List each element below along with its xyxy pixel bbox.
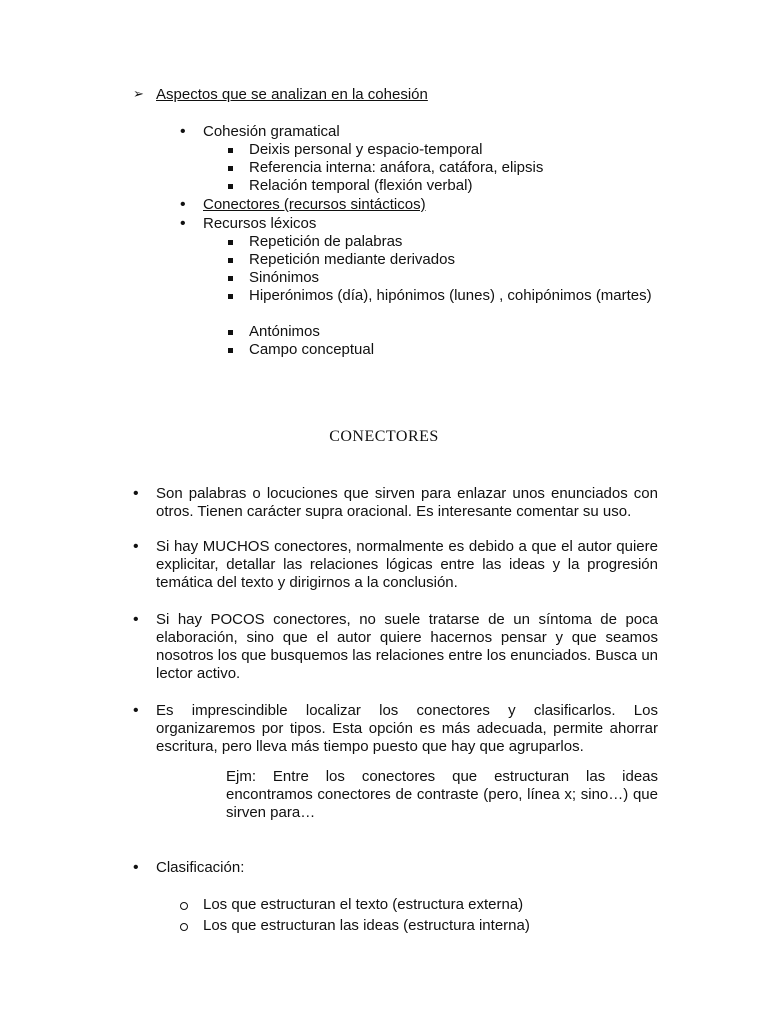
sublist-item: Deixis personal y espacio-temporal (249, 141, 483, 158)
clasificacion-label: Clasificación: (156, 859, 245, 876)
square-bullet-icon (228, 330, 233, 335)
bullet-icon: • (133, 702, 139, 719)
sublist-item: Campo conceptual (249, 341, 375, 358)
list-item-gramatical: Cohesión gramatical (203, 123, 340, 140)
paragraph: Si hay MUCHOS conectores, normalmente es debido a que el autor quiere explicitar, detallar las relaciones lógicas entre las ideas y la progresión temática del texto y dirigirnos a la conclusión. (156, 538, 658, 591)
bullet-icon: • (133, 859, 139, 876)
square-bullet-icon (228, 184, 233, 189)
section-heading: Aspectos que se analizan en la cohesión (156, 86, 428, 103)
square-bullet-icon (228, 166, 233, 171)
square-bullet-icon (228, 258, 233, 263)
clasificacion-item: Los que estructuran el texto (estructura externa) (203, 896, 524, 913)
sublist-item: Referencia interna: anáfora, catáfora, elipsis (249, 159, 544, 176)
sublist-item: Hiperónimos (día), hipónimos (lunes) , cohipónimos (martes) (249, 287, 652, 304)
bullet-icon: • (180, 215, 186, 232)
square-bullet-icon (228, 294, 233, 299)
bullet-icon: • (133, 611, 139, 628)
list-item-conectores: Conectores (recursos sintácticos) (203, 196, 426, 213)
bullet-icon: • (133, 485, 139, 502)
square-bullet-icon (228, 348, 233, 353)
square-bullet-icon (228, 148, 233, 153)
sublist-item: Sinónimos (249, 269, 320, 286)
section-title: CONECTORES (329, 428, 439, 445)
list-item-lexicos: Recursos léxicos (203, 215, 317, 232)
circle-bullet-icon (180, 902, 188, 910)
sublist-item: Antónimos (249, 323, 320, 340)
square-bullet-icon (228, 240, 233, 245)
paragraph: Son palabras o locuciones que sirven para enlazar unos enunciados con otros. Tienen carácter supra oracional. Es interesante comentar su uso. (156, 485, 658, 520)
bullet-icon: • (133, 538, 139, 555)
clasificacion-item: Los que estructuran las ideas (estructura interna) (203, 917, 530, 934)
paragraph: Si hay POCOS conectores, no suele tratarse de un síntoma de poca elaboración, sino que el autor quiere hacernos pensar y que seamos nosotros los que busquemos las relaciones entre los enunciados. Busca un lector activo. (156, 611, 658, 682)
sublist-item: Repetición mediante derivados (249, 251, 455, 268)
sublist-item: Relación temporal (flexión verbal) (249, 177, 473, 194)
bullet-icon: • (180, 123, 186, 140)
example-text: Ejm: Entre los conectores que estructuran las ideas encontramos conectores de contraste (pero, línea x; sino…) que sirven para… (226, 768, 658, 821)
circle-bullet-icon (180, 923, 188, 931)
sublist-item: Repetición de palabras (249, 233, 403, 250)
arrow-bullet-icon: ➢ (133, 86, 144, 101)
square-bullet-icon (228, 276, 233, 281)
paragraph: Es imprescindible localizar los conectores y clasificarlos. Los organizaremos por tipos. Esta opción es más adecuada, permite ahorrar escritura, pero lleva más tiempo puesto que hay que agruparlos. (156, 702, 658, 755)
bullet-icon: • (180, 196, 186, 213)
